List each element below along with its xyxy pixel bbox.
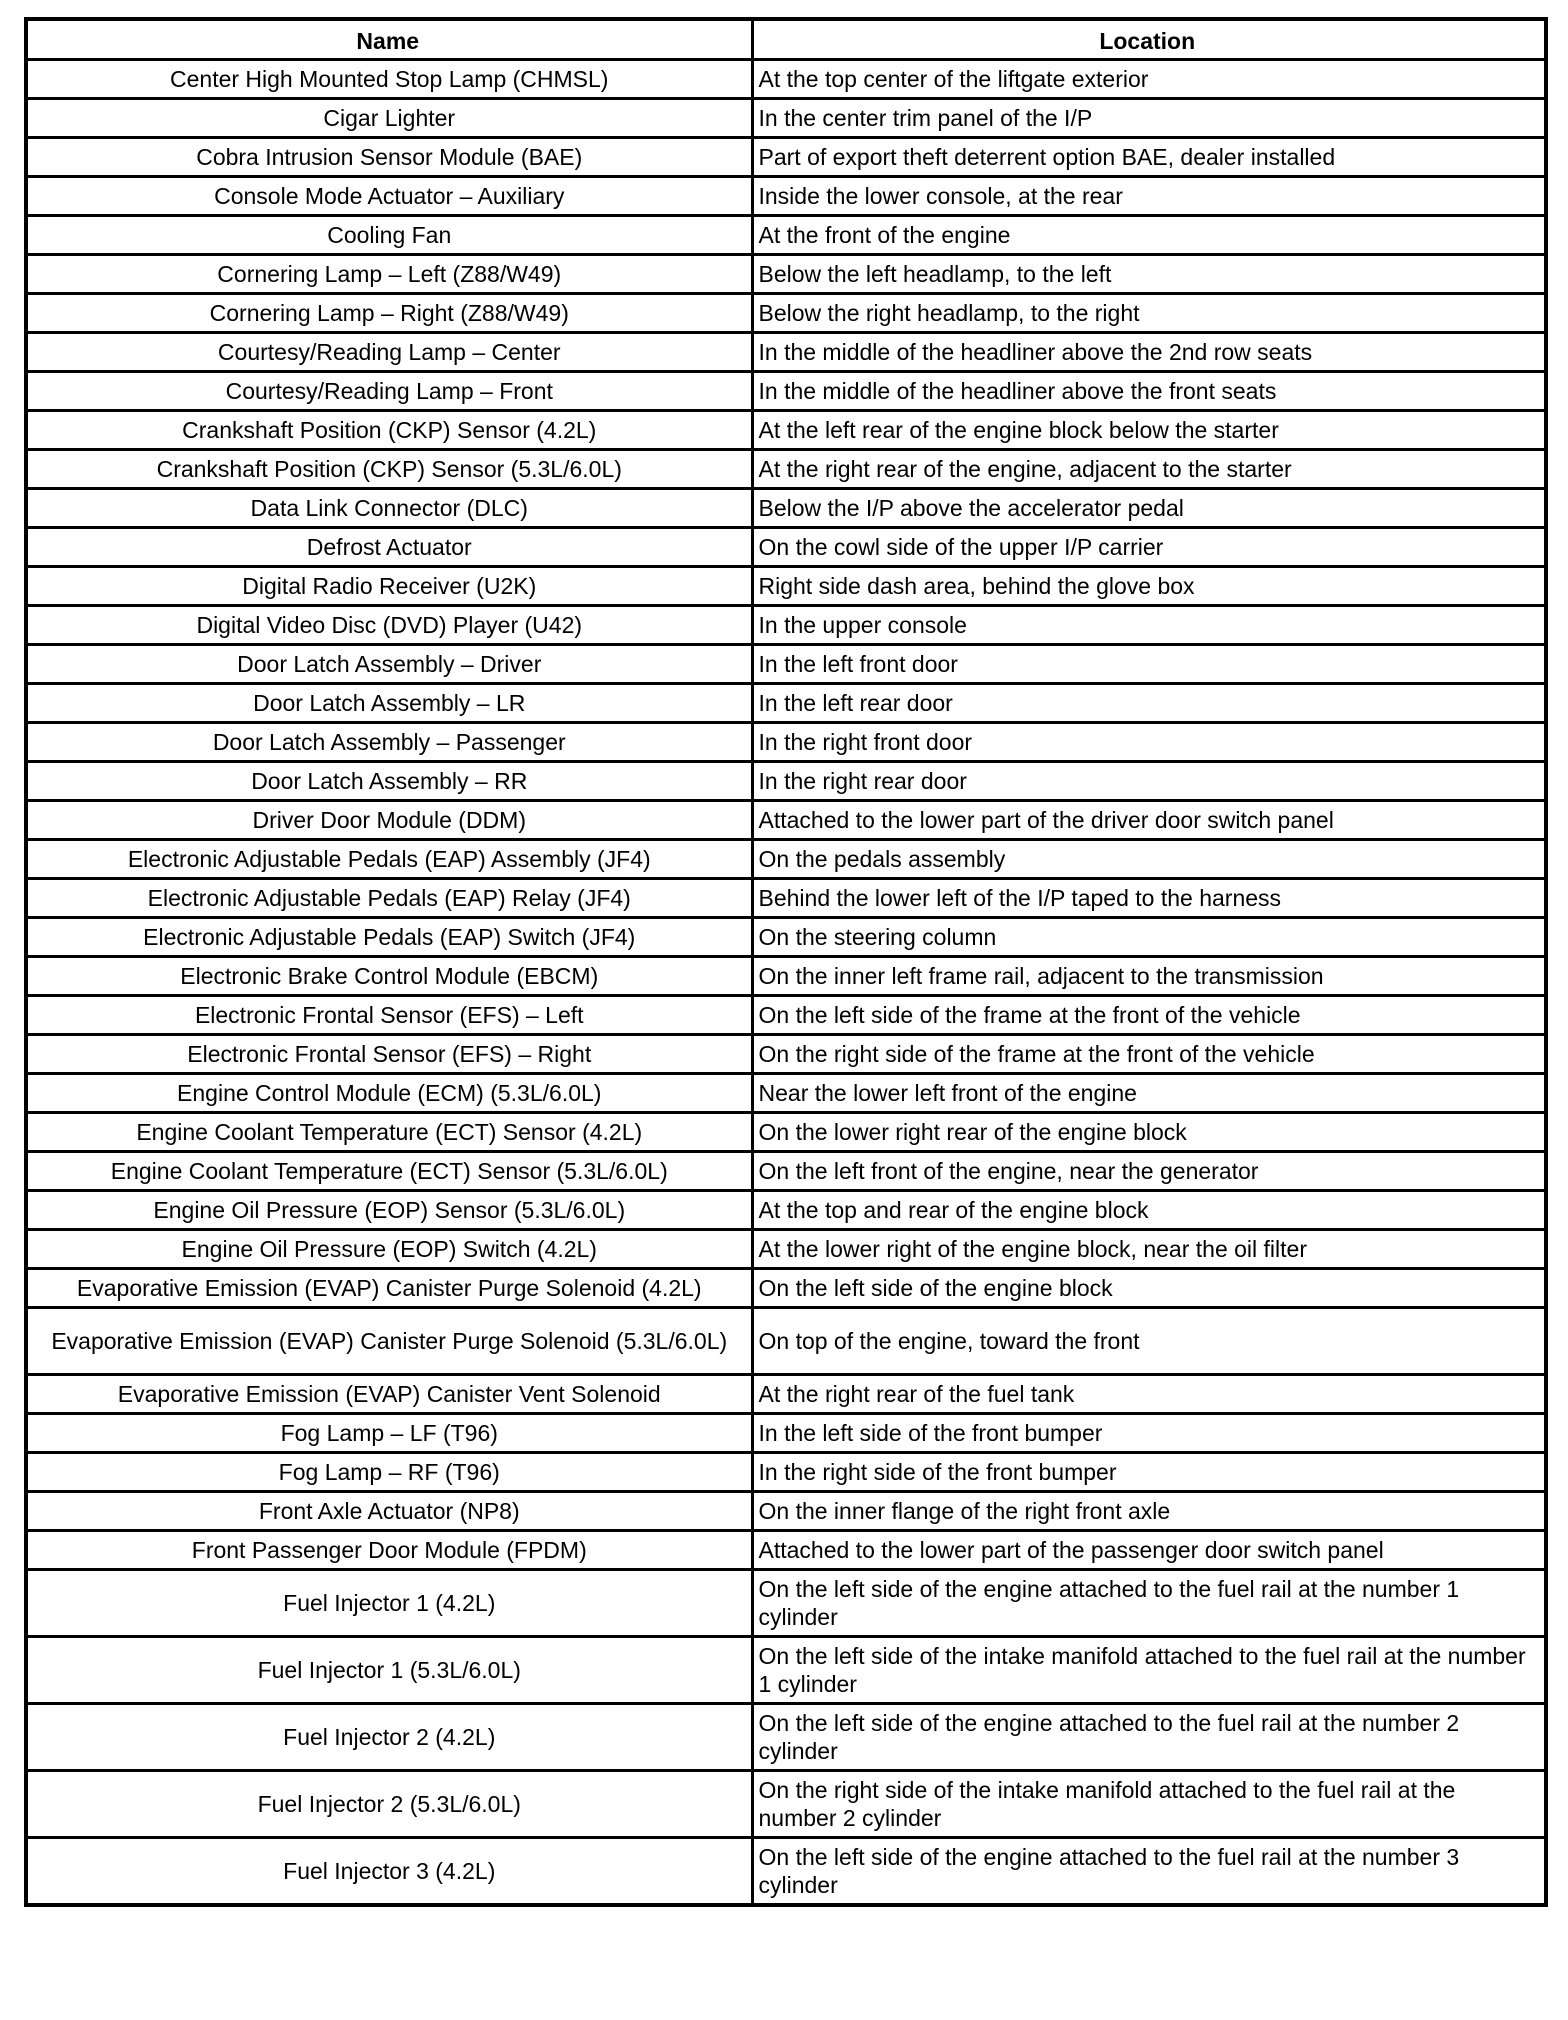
table-row <box>26 957 1546 996</box>
component-name-cell: Engine Coolant Temperature (ECT) Sensor (5.3L/6.0L) <box>26 1152 752 1191</box>
component-location-cell: In the right rear door <box>752 762 1546 801</box>
component-location-cell: At the lower right of the engine block, near the oil filter <box>752 1230 1546 1269</box>
component-location-cell: On the left front of the engine, near the generator <box>752 1152 1546 1191</box>
component-name-cell: Electronic Brake Control Module (EBCM) <box>26 957 752 996</box>
component-name-cell: Driver Door Module (DDM) <box>26 801 752 840</box>
component-name-cell: Door Latch Assembly – LR <box>26 684 752 723</box>
table-row <box>26 1035 1546 1074</box>
component-name-cell: Electronic Frontal Sensor (EFS) – Right <box>26 1035 752 1074</box>
table-row <box>26 918 1546 957</box>
table-row <box>26 216 1546 255</box>
component-name-cell: Evaporative Emission (EVAP) Canister Vent Solenoid <box>26 1375 752 1414</box>
table-row <box>26 255 1546 294</box>
table-row <box>26 1308 1546 1375</box>
component-name-cell: Courtesy/Reading Lamp – Front <box>26 372 752 411</box>
component-location-cell: At the right rear of the engine, adjacent to the starter <box>752 450 1546 489</box>
component-location-cell: In the left side of the front bumper <box>752 1414 1546 1453</box>
component-location-cell: Attached to the lower part of the passenger door switch panel <box>752 1531 1546 1570</box>
component-location-cell: On the inner flange of the right front axle <box>752 1492 1546 1531</box>
component-name-cell: Engine Oil Pressure (EOP) Switch (4.2L) <box>26 1230 752 1269</box>
table-row <box>26 1771 1546 1838</box>
component-location-cell: In the upper console <box>752 606 1546 645</box>
component-location-cell: On the lower right rear of the engine block <box>752 1113 1546 1152</box>
component-location-cell: In the right front door <box>752 723 1546 762</box>
component-name-cell: Electronic Adjustable Pedals (EAP) Switch (JF4) <box>26 918 752 957</box>
table-row <box>26 1414 1546 1453</box>
component-location-cell: Right side dash area, behind the glove box <box>752 567 1546 606</box>
table-row <box>26 1074 1546 1113</box>
component-name-cell: Fuel Injector 3 (4.2L) <box>26 1838 752 1906</box>
component-name-cell: Cornering Lamp – Left (Z88/W49) <box>26 255 752 294</box>
table-row <box>26 1191 1546 1230</box>
component-name-cell: Fog Lamp – RF (T96) <box>26 1453 752 1492</box>
component-location-cell: In the middle of the headliner above the 2nd row seats <box>752 333 1546 372</box>
table-row <box>26 1531 1546 1570</box>
component-location-cell: Attached to the lower part of the driver door switch panel <box>752 801 1546 840</box>
component-location-cell: On the pedals assembly <box>752 840 1546 879</box>
table-row <box>26 567 1546 606</box>
component-name-cell: Courtesy/Reading Lamp – Center <box>26 333 752 372</box>
component-name-cell: Front Passenger Door Module (FPDM) <box>26 1531 752 1570</box>
component-name-cell: Center High Mounted Stop Lamp (CHMSL) <box>26 60 752 99</box>
component-location-cell: On the left side of the intake manifold attached to the fuel rail at the number 1 cylinder <box>752 1637 1546 1704</box>
component-name-cell: Cooling Fan <box>26 216 752 255</box>
table-row <box>26 1453 1546 1492</box>
table-row <box>26 372 1546 411</box>
table-header <box>26 19 1546 60</box>
table-row <box>26 762 1546 801</box>
component-location-cell: Below the left headlamp, to the left <box>752 255 1546 294</box>
table-row <box>26 606 1546 645</box>
component-location-cell: At the top and rear of the engine block <box>752 1191 1546 1230</box>
component-location-cell: At the right rear of the fuel tank <box>752 1375 1546 1414</box>
table-row <box>26 801 1546 840</box>
header-row <box>26 19 1546 60</box>
component-location-cell: On top of the engine, toward the front <box>752 1308 1546 1375</box>
component-location-cell: At the top center of the liftgate exterior <box>752 60 1546 99</box>
table-row <box>26 60 1546 99</box>
table-body <box>26 60 1546 1906</box>
table-row <box>26 450 1546 489</box>
column-header-name: Name <box>26 19 752 60</box>
component-location-cell: Part of export theft deterrent option BAE, dealer installed <box>752 138 1546 177</box>
column-header-location: Location <box>752 19 1546 60</box>
component-location-cell: Behind the lower left of the I/P taped to the harness <box>752 879 1546 918</box>
table-row <box>26 1838 1546 1906</box>
table-row <box>26 138 1546 177</box>
component-name-cell: Fuel Injector 1 (4.2L) <box>26 1570 752 1637</box>
component-name-cell: Cobra Intrusion Sensor Module (BAE) <box>26 138 752 177</box>
component-name-cell: Defrost Actuator <box>26 528 752 567</box>
component-location-cell: In the left rear door <box>752 684 1546 723</box>
component-name-cell: Door Latch Assembly – Driver <box>26 645 752 684</box>
component-name-cell: Data Link Connector (DLC) <box>26 489 752 528</box>
component-name-cell: Fog Lamp – LF (T96) <box>26 1414 752 1453</box>
table-row <box>26 177 1546 216</box>
table-row <box>26 1704 1546 1771</box>
component-location-cell: On the left side of the frame at the front of the vehicle <box>752 996 1546 1035</box>
component-name-cell: Electronic Frontal Sensor (EFS) – Left <box>26 996 752 1035</box>
component-name-cell: Evaporative Emission (EVAP) Canister Purge Solenoid (5.3L/6.0L) <box>26 1308 752 1375</box>
component-location-cell: In the middle of the headliner above the front seats <box>752 372 1546 411</box>
component-location-cell: On the inner left frame rail, adjacent to the transmission <box>752 957 1546 996</box>
component-location-cell: On the cowl side of the upper I/P carrier <box>752 528 1546 567</box>
component-name-cell: Fuel Injector 2 (5.3L/6.0L) <box>26 1771 752 1838</box>
table-row <box>26 294 1546 333</box>
component-location-cell: On the left side of the engine block <box>752 1269 1546 1308</box>
table-row <box>26 99 1546 138</box>
table-row <box>26 840 1546 879</box>
component-name-cell: Crankshaft Position (CKP) Sensor (4.2L) <box>26 411 752 450</box>
component-name-cell: Console Mode Actuator – Auxiliary <box>26 177 752 216</box>
component-location-cell: At the front of the engine <box>752 216 1546 255</box>
table-row <box>26 684 1546 723</box>
component-name-cell: Engine Coolant Temperature (ECT) Sensor (4.2L) <box>26 1113 752 1152</box>
component-location-cell: On the left side of the engine attached to the fuel rail at the number 2 cylinder <box>752 1704 1546 1771</box>
component-location-cell: In the right side of the front bumper <box>752 1453 1546 1492</box>
component-location-table-container <box>24 17 1544 1907</box>
component-name-cell: Evaporative Emission (EVAP) Canister Purge Solenoid (4.2L) <box>26 1269 752 1308</box>
component-location-cell: At the left rear of the engine block below the starter <box>752 411 1546 450</box>
component-name-cell: Door Latch Assembly – RR <box>26 762 752 801</box>
component-location-cell: On the left side of the engine attached to the fuel rail at the number 1 cylinder <box>752 1570 1546 1637</box>
component-name-cell: Door Latch Assembly – Passenger <box>26 723 752 762</box>
component-name-cell: Engine Control Module (ECM) (5.3L/6.0L) <box>26 1074 752 1113</box>
table-row <box>26 528 1546 567</box>
component-name-cell: Crankshaft Position (CKP) Sensor (5.3L/6.0L) <box>26 450 752 489</box>
component-location-table <box>24 17 1548 1907</box>
component-location-cell: In the center trim panel of the I/P <box>752 99 1546 138</box>
component-name-cell: Fuel Injector 1 (5.3L/6.0L) <box>26 1637 752 1704</box>
table-row <box>26 996 1546 1035</box>
component-location-cell: In the left front door <box>752 645 1546 684</box>
component-name-cell: Front Axle Actuator (NP8) <box>26 1492 752 1531</box>
component-location-cell: Near the lower left front of the engine <box>752 1074 1546 1113</box>
component-name-cell: Electronic Adjustable Pedals (EAP) Relay (JF4) <box>26 879 752 918</box>
table-row <box>26 1637 1546 1704</box>
component-name-cell: Fuel Injector 2 (4.2L) <box>26 1704 752 1771</box>
table-row <box>26 723 1546 762</box>
component-name-cell: Engine Oil Pressure (EOP) Sensor (5.3L/6.0L) <box>26 1191 752 1230</box>
table-row <box>26 1375 1546 1414</box>
table-row <box>26 1570 1546 1637</box>
component-location-cell: Below the I/P above the accelerator pedal <box>752 489 1546 528</box>
table-row <box>26 1230 1546 1269</box>
component-location-cell: Inside the lower console, at the rear <box>752 177 1546 216</box>
component-location-cell: On the right side of the intake manifold attached to the fuel rail at the number 2 cylinder <box>752 1771 1546 1838</box>
component-location-cell: On the left side of the engine attached to the fuel rail at the number 3 cylinder <box>752 1838 1546 1906</box>
component-location-cell: Below the right headlamp, to the right <box>752 294 1546 333</box>
table-row <box>26 1492 1546 1531</box>
table-row <box>26 879 1546 918</box>
table-row <box>26 1152 1546 1191</box>
component-name-cell: Digital Video Disc (DVD) Player (U42) <box>26 606 752 645</box>
table-row <box>26 333 1546 372</box>
table-row <box>26 1269 1546 1308</box>
table-row <box>26 1113 1546 1152</box>
table-row <box>26 489 1546 528</box>
component-location-cell: On the steering column <box>752 918 1546 957</box>
table-row <box>26 411 1546 450</box>
component-name-cell: Electronic Adjustable Pedals (EAP) Assembly (JF4) <box>26 840 752 879</box>
component-name-cell: Cornering Lamp – Right (Z88/W49) <box>26 294 752 333</box>
component-name-cell: Digital Radio Receiver (U2K) <box>26 567 752 606</box>
component-name-cell: Cigar Lighter <box>26 99 752 138</box>
table-row <box>26 645 1546 684</box>
component-location-cell: On the right side of the frame at the front of the vehicle <box>752 1035 1546 1074</box>
